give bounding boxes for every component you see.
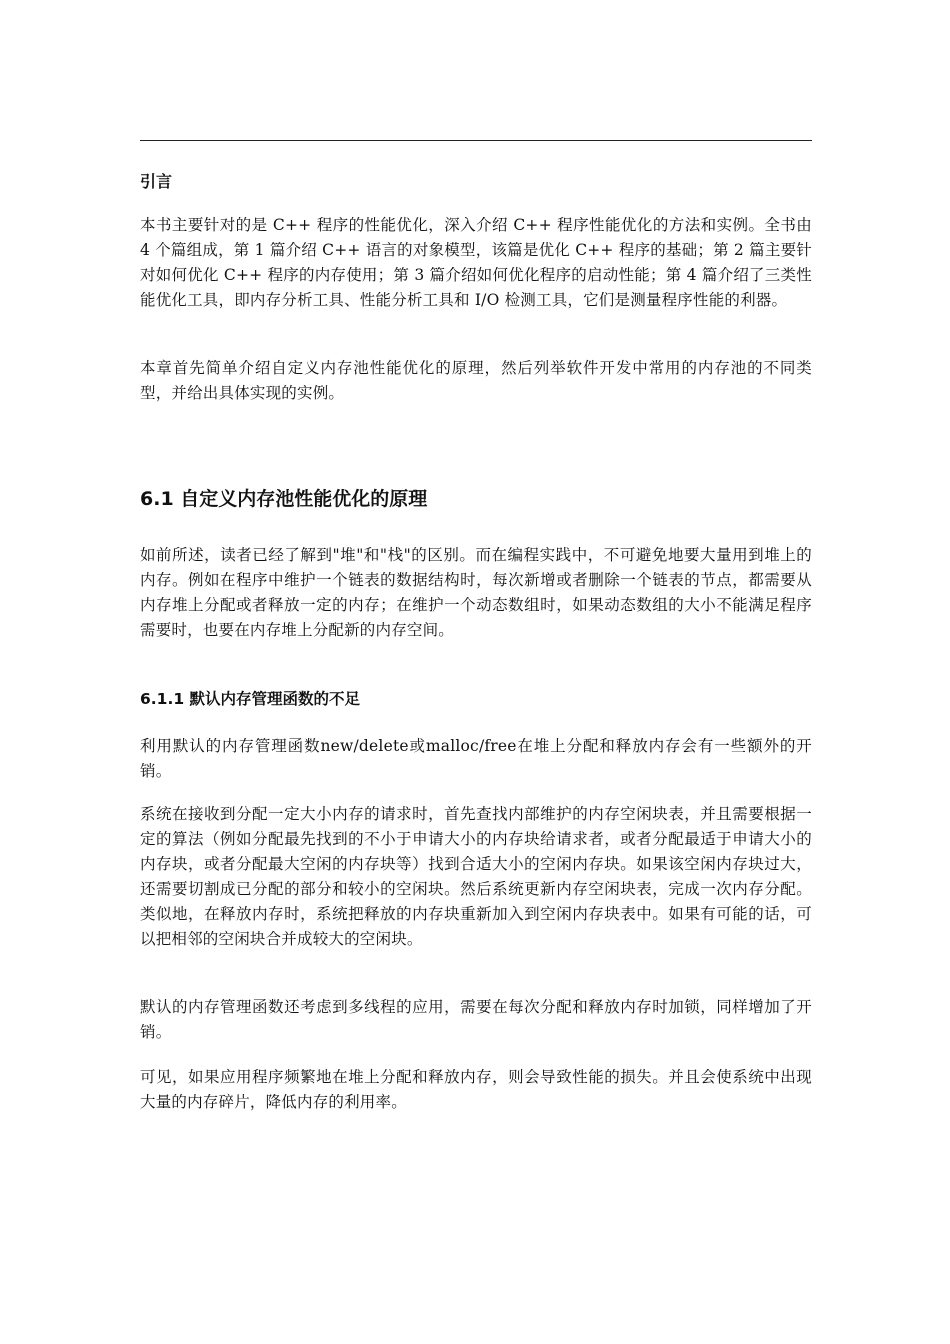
intro-heading: 引言 bbox=[140, 172, 173, 191]
intro-paragraph-2: 本章首先简单介绍自定义内存池性能优化的原理，然后列举软件开发中常用的内存池的不同类型，并给出具体实现的实例。 bbox=[140, 359, 812, 402]
subsection-paragraph-2: 系统在接收到分配一定大小内存的请求时，首先查找内部维护的内存空闲块表，并且需要根据一定的算法（例如分配最先找到的不小于申请大小的内存块给请求者，或者分配最适于申请大小的内存块，或者分配最大空闲的内存块等）找到合适大小的空闲内存块。如果该空闲内存块过大，还需要切割成已分配的部分和较小的空闲块。然后系统更新内存空闲块表，完成一次内存分配。类似地，在释放内存时，系统把释放的内存块重新加入到空闲内存块表中。如果有可能的话，可以把相邻的空闲块合并成较大的空闲块。 bbox=[140, 805, 812, 948]
subsection-heading: 6.1.1 默认内存管理函数的不足 bbox=[140, 690, 361, 708]
subsection-paragraph-3: 默认的内存管理函数还考虑到多线程的应用，需要在每次分配和释放内存时加锁，同样增加了开销。 bbox=[140, 998, 812, 1041]
subsection-paragraph-4: 可见，如果应用程序频繁地在堆上分配和释放内存，则会导致性能的损失。并且会使系统中出现大量的内存碎片，降低内存的利用率。 bbox=[140, 1068, 812, 1111]
header-rule bbox=[140, 140, 812, 141]
subsection-paragraph-1: 利用默认的内存管理函数new/delete或malloc/free在堆上分配和释放内存会有一些额外的开销。 bbox=[140, 737, 812, 780]
section-heading: 6.1 自定义内存池性能优化的原理 bbox=[140, 488, 428, 510]
intro-paragraph-1: 本书主要针对的是 C++ 程序的性能优化，深入介绍 C++ 程序性能优化的方法和实例。全书由 4 个篇组成，第 1 篇介绍 C++ 语言的对象模型，该篇是优化 C++ 程序的基础；第 2 篇主要针对如何优化 C++ 程序的内存使用；第 3 篇介绍如何优化程序的启动性能；第 4 篇介绍了三类性能优化工具，即内存分析工具、性能分析工具和 I/O 检测工具，它们是测量程序性能的利器。 bbox=[140, 216, 812, 309]
section-paragraph: 如前所述，读者已经了解到"堆"和"栈"的区别。而在编程实践中，不可避免地要大量用到堆上的内存。例如在程序中维护一个链表的数据结构时，每次新增或者删除一个链表的节点，都需要从内存堆上分配或者释放一定的内存；在维护一个动态数组时，如果动态数组的大小不能满足程序需要时，也要在内存堆上分配新的内存空间。 bbox=[140, 546, 812, 639]
